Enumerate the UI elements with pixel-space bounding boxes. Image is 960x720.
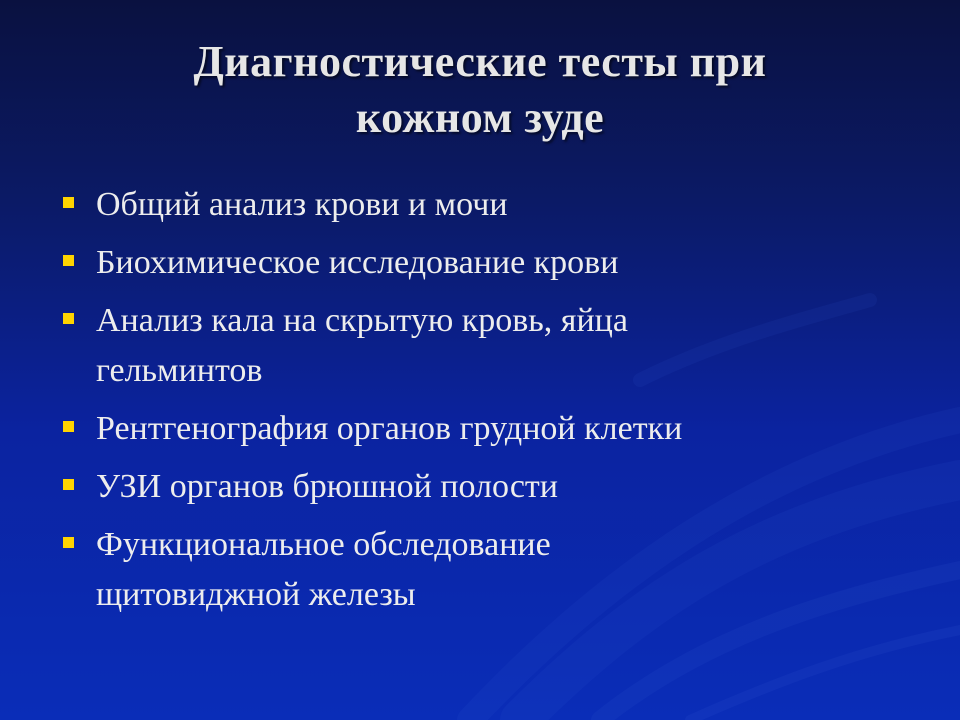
bullet-text-line: Рентгенография органов грудной клетки bbox=[96, 410, 683, 447]
bullet-text bbox=[96, 180, 900, 230]
bullet-text-line: УЗИ органов брюшной полости bbox=[96, 468, 558, 505]
bullet-item bbox=[60, 404, 900, 454]
slide-title-line: Диагностические тесты при bbox=[193, 37, 767, 86]
bullet-item bbox=[60, 296, 900, 396]
bullet-text-line: Общий анализ крови и мочи bbox=[96, 186, 508, 223]
bullet-item bbox=[60, 238, 900, 288]
bullet-text-line: гельминтов bbox=[96, 352, 263, 389]
yellow-square-bullet-icon bbox=[63, 255, 74, 266]
slide-title bbox=[60, 34, 900, 146]
bullet-text bbox=[96, 462, 900, 512]
yellow-square-bullet-icon bbox=[63, 537, 74, 548]
bullet-text bbox=[96, 404, 900, 454]
yellow-square-bullet-icon bbox=[63, 197, 74, 208]
bullet-item bbox=[60, 520, 900, 620]
bullet-text-line: Анализ кала на скрытую кровь, яйца bbox=[96, 302, 628, 339]
slide-title-line: кожном зуде bbox=[355, 93, 605, 142]
bullet-text bbox=[96, 238, 900, 288]
bullet-item bbox=[60, 180, 900, 230]
bullet-text-line: Функциональное обследование bbox=[96, 526, 551, 563]
bullet-item bbox=[60, 462, 900, 512]
bullet-text-line: Биохимическое исследование крови bbox=[96, 244, 619, 281]
yellow-square-bullet-icon bbox=[63, 479, 74, 490]
bullet-list bbox=[60, 180, 900, 628]
yellow-square-bullet-icon bbox=[63, 313, 74, 324]
bullet-text bbox=[96, 296, 900, 396]
bullet-text bbox=[96, 520, 900, 620]
yellow-square-bullet-icon bbox=[63, 421, 74, 432]
bullet-text-line: щитовиджной железы bbox=[96, 576, 416, 613]
